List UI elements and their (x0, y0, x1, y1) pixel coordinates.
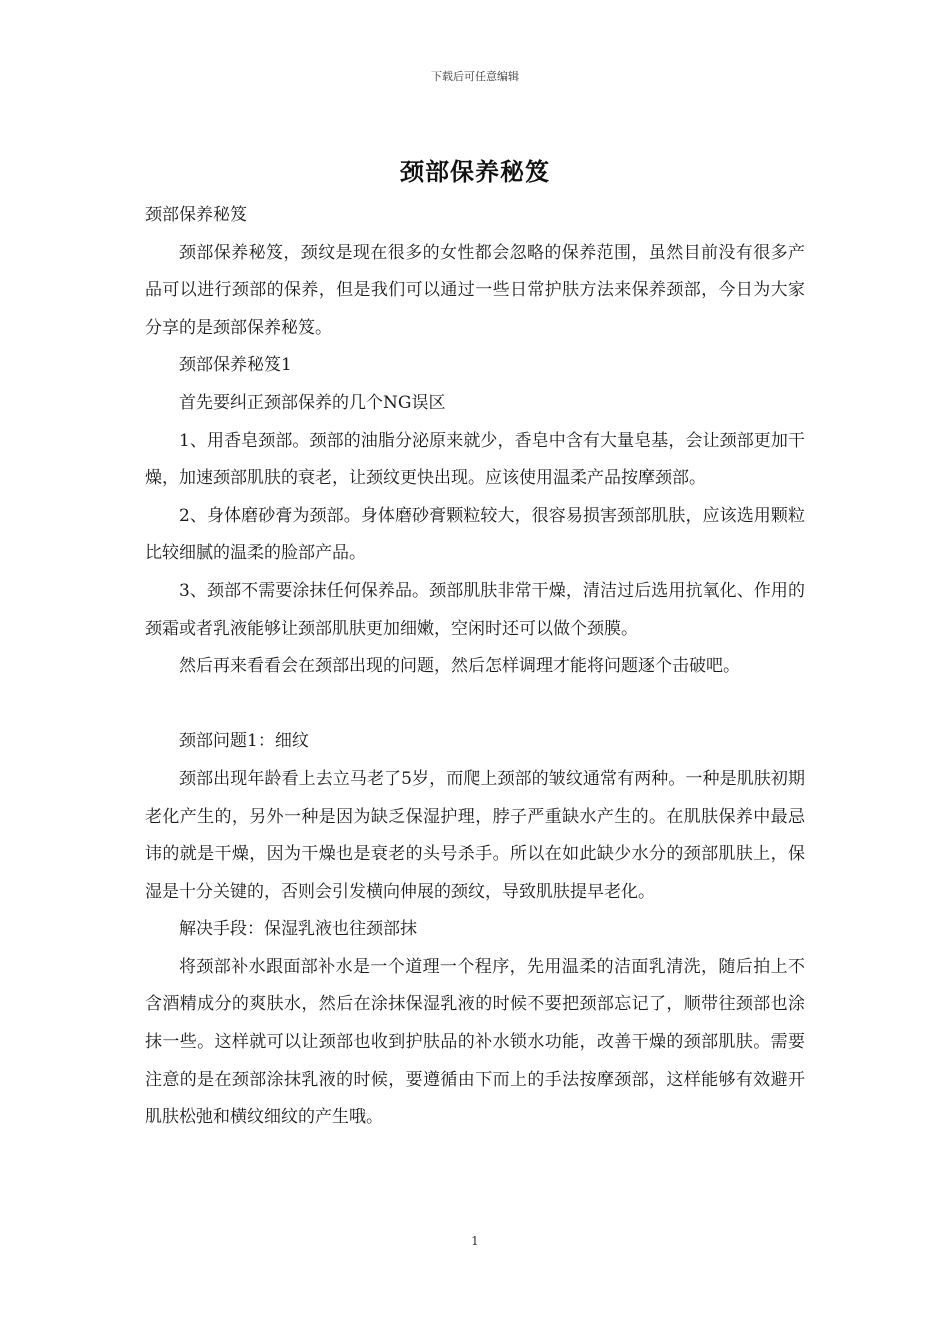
blank-line (145, 686, 805, 724)
page-header: 下载后可任意编辑 (431, 70, 519, 83)
body-paragraph: 将颈部补水跟面部补水是一个道理一个程序，先用温柔的洁面乳清洗，随后拍上不含酒精成分的爽肤水，然后在涂抹保湿乳液的时候不要把颈部忘记了，顺带往颈部也涂抹一些。这样就可以让颈部也收到护肤品的补水锁水功能，改善干燥的颈部肌肤。需要注意的是在颈部涂抹乳液的时候，要遵循由下而上的手法按摩颈部，这样能够有效避开肌肤松弛和横纹细纹的产生哦。 (145, 956, 805, 1128)
body-paragraph: 颈部保养秘笈，颈纹是现在很多的女性都会忽略的保养范围，虽然目前没有很多产品可以进行颈部的保养，但是我们可以通过一些日常护肤方法来保养颈部，今日为大家分享的是颈部保养秘笈。 (145, 242, 805, 338)
body-paragraph: 1、用香皂颈部。颈部的油脂分泌原来就少，香皂中含有大量皂基，会让颈部更加干燥，加速颈部肌肤的衰老，让颈纹更快出现。应该使用温柔产品按摩颈部。 (145, 430, 805, 489)
body-paragraph: 然后再来看看会在颈部出现的问题，然后怎样调理才能将问题逐个击破吧。 (179, 656, 740, 677)
body-paragraph: 首先要纠正颈部保养的几个NG误区 (179, 392, 446, 413)
document-body (145, 197, 805, 1137)
body-paragraph: 颈部保养秘笈 (145, 205, 247, 225)
body-paragraph: 3、颈部不需要涂抹任何保养品。颈部肌肤非常干燥，清洁过后选用抗氧化、作用的颈霜或者乳液能够让颈部肌肤更加细嫩，空闲时还可以做个颈膜。 (145, 580, 805, 639)
body-paragraph: 颈部出现年龄看上去立马老了5岁，而爬上颈部的皱纹通常有两种。一种是肌肤初期老化产生的，另外一种是因为缺乏保湿护理，脖子严重缺水产生的。在肌肤保养中最忌讳的就是干燥，因为干燥也是衰老的头号杀手。所以在如此缺少水分的颈部肌肤上，保湿是十分关键的，否则会引发横向伸展的颈纹，导致肌肤提早老化。 (145, 768, 805, 902)
body-paragraph: 解决手段：保湿乳液也往颈部抹 (179, 919, 417, 940)
page-number: 1 (471, 1234, 479, 1248)
body-paragraph: 2、身体磨砂膏为颈部。身体磨砂膏颗粒较大，很容易损害颈部肌肤，应该选用颗粒比较细腻的温柔的脸部产品。 (145, 505, 805, 564)
body-paragraph: 颈部问题1：细纹 (179, 731, 309, 752)
body-paragraph: 颈部保养秘笈1 (179, 355, 292, 376)
document-title: 颈部保养秘笈 (400, 157, 550, 186)
